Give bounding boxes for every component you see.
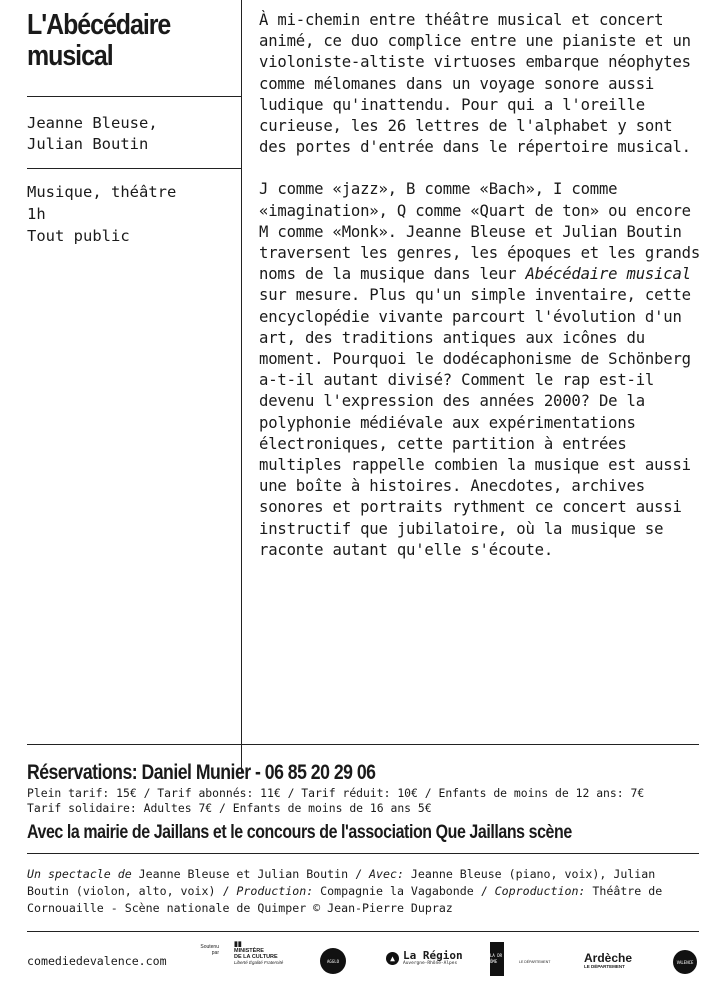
ministry-flag-icon: ▮▮ (234, 941, 242, 948)
region-logo: ▲ La Région Auvergne-Rhône-Alpes (386, 950, 463, 967)
valence-logo: VALENCE (673, 950, 697, 974)
authors (27, 113, 158, 155)
divider-left-1 (27, 96, 241, 97)
title-line-2: musical (27, 40, 113, 72)
column-divider (241, 0, 242, 772)
divider-full-3 (27, 931, 699, 932)
title-line-1: L'Abécédaire (27, 9, 171, 41)
show-title (27, 10, 208, 72)
drome-logo: LA DR ÔME (490, 942, 504, 976)
author-1: Jeanne Bleuse, (27, 114, 158, 132)
show-meta (27, 181, 176, 247)
description-paragraph-2: J comme «jazz», B comme «Bach», I comme «imagination», Q comme «Quart de ton» ou encore M comme «Monk». Jeanne Bleuse et Julian Boutin traversent les genres, les époques et les grands noms de la musique dans leur Abécédaire musical sur mesure. Plus qu'un simple inventaire, cette encyclopédie vivante parcourt l'évolution d'un art, des traditions antiques aux icônes du moment. Pourquoi le dodécaphonisme de Schönberg a-t-il autant divisé? Comment le rap est-il devenu l'expression des années 2000? De la polyphonie médiévale aux expérimentations électroniques, cette partition à entrées multiples rappelle combien la musique est aussi une boîte à histoires. Anecdotes, archives sonores et portraits rythment ce concert aussi instructif que jubilatoire, où la musique se raconte autant qu'elle s'écoute. (259, 180, 701, 559)
genre: Musique, théâtre (27, 183, 177, 201)
description (259, 10, 704, 582)
ardeche-logo: Ardèche LE DÉPARTEMENT (584, 951, 633, 969)
work-title: Abécédaire musical (525, 265, 691, 284)
credits: Un spectacle de Jeanne Bleuse et Julian Boutin / Avec: Jeanne Bleuse (piano, voix), Julian Boutin (violon, alto, voix) / Production: Compagnie la Vagabonde / Coproduction: Théâtre de Cornouaille - Scène nationale de Quimper © Jean-Pierre Dupraz (27, 867, 663, 915)
partner-line: Avec la mairie de Jaillans et le concours de l'association Que Jaillans scène (27, 822, 572, 843)
reservation-line: Réservations: Daniel Munier - 06 85 20 29 06 (27, 761, 376, 784)
prices-line-1: Plein tarif: 15€ / Tarif abonnés: 11€ / Tarif réduit: 10€ / Enfants de moins de 12 ans: 7€ (27, 786, 645, 800)
region-mark-icon: ▲ (386, 952, 399, 965)
support-label: Soutenu par (200, 944, 219, 956)
ministry-logo: ▮▮ MINISTÈRE DE LA CULTURE Liberté Égalité Fraternité (234, 941, 284, 965)
description-paragraph-1: À mi-chemin entre théâtre musical et concert animé, ce duo complice entre une pianiste et un violoniste-altiste virtuoses embarque néophytes comme mélomanes dans un voyage sonore aussi ludique qu'inattendu. Pour qui a l'oreille curieuse, les 26 lettres de l'alphabet y sont des portes d'entrée dans le répertoire musical. (259, 11, 691, 157)
divider-left-2 (27, 168, 241, 169)
agglo-logo: AGGLO (320, 948, 346, 974)
prices-line-2: Tarif solidaire: Adultes 7€ / Enfants de moins de 16 ans 5€ (27, 800, 432, 815)
audience: Tout public (27, 227, 130, 245)
author-2: Julian Boutin (27, 135, 149, 153)
website-link[interactable]: comediedevalence.com (27, 954, 167, 968)
prices (27, 786, 677, 815)
divider-full-1 (27, 744, 699, 745)
duration: 1h (27, 205, 46, 223)
drome-department-label: LE DÉPARTEMENT (519, 960, 551, 964)
divider-full-2 (27, 853, 699, 854)
